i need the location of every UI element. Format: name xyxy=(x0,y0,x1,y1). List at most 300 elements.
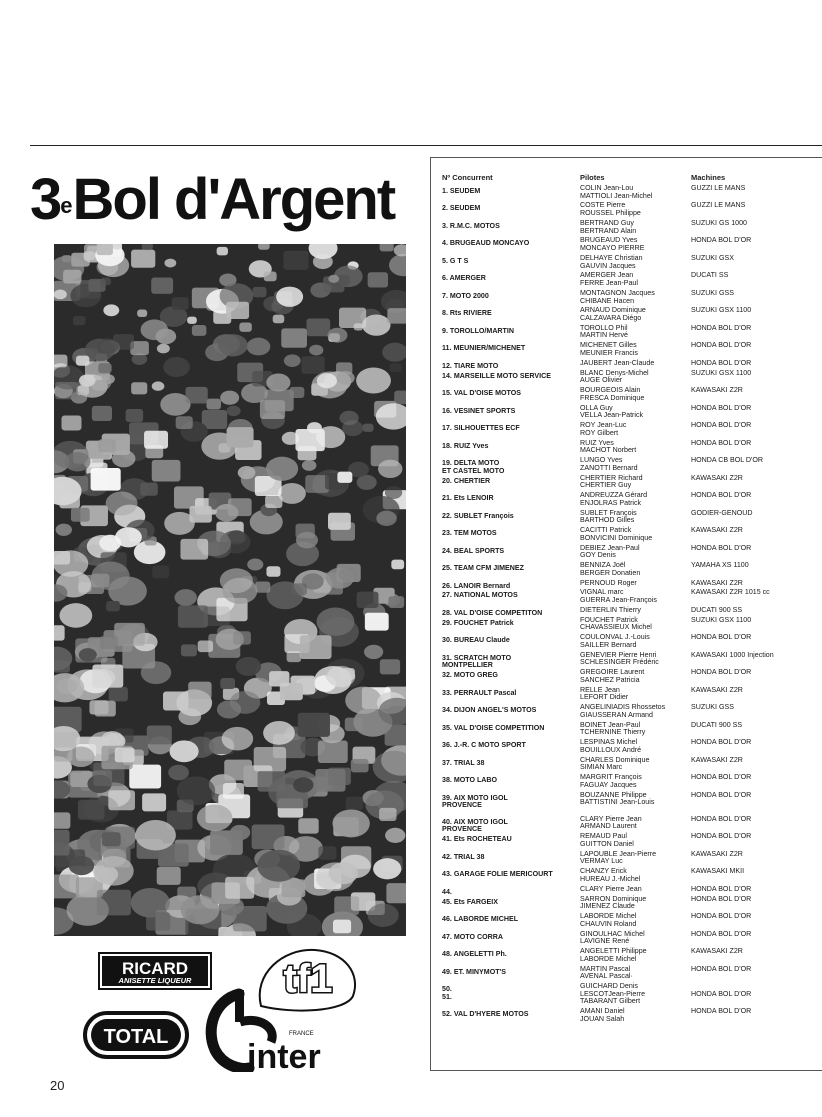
entry-row xyxy=(442,931,822,946)
entry-machine: HONDA BOL D'OR xyxy=(691,738,752,747)
crowd-shape xyxy=(318,741,348,763)
crowd-shape xyxy=(206,399,221,410)
entry-machine: HONDA BOL D'OR xyxy=(691,341,752,350)
entry-pilotes: AMANI Daniel JOUAN Salah xyxy=(580,1007,625,1023)
entry-row xyxy=(442,896,822,911)
entry-concurrent: 16. VESINET SPORTS xyxy=(442,406,516,415)
crowd-shape xyxy=(385,725,406,746)
crowd-shape xyxy=(332,809,369,837)
crowd-shape xyxy=(54,289,67,299)
crowd-shape xyxy=(264,272,277,282)
entry-row xyxy=(442,722,822,737)
crowd-shape xyxy=(298,713,330,737)
entry-pilotes: SARRON Dominique JIMENEZ Claude xyxy=(580,894,647,911)
entry-machine: HONDA BOL D'OR xyxy=(691,668,752,677)
entry-pilotes: DIETERLIN Thierry xyxy=(580,605,641,614)
crowd-shape xyxy=(266,566,280,577)
crowd-shape xyxy=(386,883,406,903)
crowd-shape xyxy=(266,373,290,391)
entry-pilotes: LABORDE Michel CHAUVIN Roland xyxy=(580,912,637,928)
entry-machine: SUZUKI GSS xyxy=(691,703,734,712)
crowd-shape xyxy=(175,589,197,606)
entry-row xyxy=(442,814,822,834)
france-inter-logo xyxy=(205,988,345,1072)
entry-pilotes: TOROLLO Phil MARTIN Hervé xyxy=(580,323,628,340)
entry-pilotes: VIGNAL marc GUERRA Jean-François xyxy=(580,588,657,605)
entry-row xyxy=(442,983,822,1006)
entry-concurrent: 18. RUIZ Yves xyxy=(442,441,489,450)
entry-pilotes: ROY Jean-Luc ROY Gilbert xyxy=(580,421,627,437)
crowd-shape xyxy=(338,567,357,581)
crowd-shape xyxy=(291,583,307,595)
crowd-shape xyxy=(164,259,176,268)
crowd-shape xyxy=(284,354,301,367)
entry-row xyxy=(442,290,822,305)
entry-row xyxy=(442,405,822,420)
entry-concurrent: 14. MARSEILLE MOTO SERVICE xyxy=(442,371,551,380)
entry-concurrent: 47. MOTO CORRA xyxy=(442,932,503,941)
entry-concurrent: 23. TEM MOTOS xyxy=(442,529,497,538)
crowd-shape xyxy=(227,427,254,447)
crowd-shape xyxy=(339,411,358,425)
crowd-shape xyxy=(220,568,253,593)
entry-machine: HONDA BOL D'OR xyxy=(691,421,752,430)
crowd-shape xyxy=(301,356,324,374)
ricard-logo xyxy=(98,952,212,990)
crowd-shape xyxy=(129,765,161,789)
entry-concurrent: 33. PERRAULT Pascal xyxy=(442,688,517,697)
entry-concurrent: 6. AMERGER xyxy=(442,274,486,283)
crowd-shape xyxy=(296,532,318,549)
entry-concurrent: 43. GARAGE FOLIE MERICOURT xyxy=(442,870,553,879)
entry-pilotes: BOURGEOIS Alain FRESCA Dominique xyxy=(580,386,645,402)
entry-machine: KAWASAKI Z2R xyxy=(691,578,743,587)
entry-row xyxy=(442,634,822,649)
entry-pilotes: BOUZANNE Philippe BATTISTINI Jean-Louis xyxy=(580,790,655,807)
entry-pilotes: MICHENET Gilles MEUNIER Francis xyxy=(580,341,638,357)
entry-concurrent: 48. ANGELETTI Ph. xyxy=(442,950,507,959)
crowd-shape xyxy=(373,858,401,879)
entry-row xyxy=(442,422,822,437)
entry-row xyxy=(442,342,822,357)
crowd-shape xyxy=(151,277,173,293)
crowd-shape xyxy=(254,747,286,771)
crowd-shape xyxy=(144,431,168,449)
entry-row xyxy=(442,370,822,385)
crowd-shape xyxy=(113,334,134,350)
entry-pilotes: CHERTIER Richard CHERTIER Guy xyxy=(580,473,643,490)
entry-pilotes: BENNIZA Joël BERGER Donatien xyxy=(580,561,641,577)
entry-concurrent: 22. SUBLET François xyxy=(442,511,514,520)
svg-text:inter: inter xyxy=(247,1038,321,1072)
crowd-shape xyxy=(327,328,347,343)
entry-concurrent: 29. FOUCHET Patrick xyxy=(442,618,514,627)
crowd-shape xyxy=(266,457,298,481)
entry-pilotes: DELHAYE Christian GAUVIN Jacques xyxy=(580,253,643,270)
crowd-shape xyxy=(197,804,233,831)
entry-machine: HONDA BOL D'OR xyxy=(691,929,752,938)
crowd-shape xyxy=(131,382,147,394)
entry-pilotes: GUICHARD Denis LESCOTJean-Pierre TABARANT Gilbert xyxy=(580,982,646,1006)
entry-pilotes: BLANC Denys-Michel AUGE Olivier xyxy=(580,368,649,385)
crowd-shape xyxy=(317,373,337,388)
crowd-shape xyxy=(328,513,351,530)
entry-concurrent: 27. NATIONAL MOTOS xyxy=(442,591,518,600)
header-concurrent: Nº Concurrent xyxy=(442,173,493,182)
crowd-shape xyxy=(152,565,169,578)
entry-machine: KAWASAKI Z2R xyxy=(691,947,743,956)
crowd-shape xyxy=(247,338,271,356)
entry-row xyxy=(442,948,822,963)
entry-concurrent: 39. AIX MOTO IGOL PROVENCE xyxy=(442,793,508,810)
crowd-shape xyxy=(309,345,323,356)
svg-text:RICARD: RICARD xyxy=(121,959,189,978)
crowd-shape xyxy=(61,415,81,430)
entry-concurrent: 36. J.-R. C MOTO SPORT xyxy=(442,741,526,750)
entry-concurrent: 42. TRIAL 38 xyxy=(442,852,485,861)
crowd-shape xyxy=(147,726,172,745)
crowd-shape xyxy=(181,895,220,924)
crowd-shape xyxy=(278,483,306,504)
crowd-shape xyxy=(172,297,189,310)
entry-machine: KAWASAKI Z2R xyxy=(691,473,743,482)
crowd-shape xyxy=(180,539,208,560)
entry-concurrent: 32. MOTO GREG xyxy=(442,671,498,680)
crowd-shape xyxy=(376,511,397,526)
entry-machine: KAWASAKI Z2R 1015 cc xyxy=(691,588,770,597)
entry-concurrent: 21. Ets LENOIR xyxy=(442,494,494,503)
crowd-shape xyxy=(365,613,389,631)
entry-row xyxy=(442,387,822,402)
crowd-shape xyxy=(71,508,90,522)
entry-pilotes: BRUGEAUD Yves MONCAYO PIERRE xyxy=(580,236,645,253)
entry-row xyxy=(442,580,822,588)
crowd-shape xyxy=(169,740,198,762)
entry-pilotes: CLARY Pierre Jean ARMAND Laurent xyxy=(580,814,642,831)
entry-pilotes: REMAUD Paul GUITTON Daniel xyxy=(580,832,634,848)
entry-machine: HONDA BOL D'OR xyxy=(691,773,752,782)
entry-machine: HONDA BOL D'OR xyxy=(691,323,752,332)
entry-row xyxy=(442,851,822,866)
entry-row xyxy=(442,440,822,455)
entry-row xyxy=(442,1008,822,1023)
crowd-shape xyxy=(379,808,396,821)
crowd-shape xyxy=(368,272,388,287)
entry-row xyxy=(442,562,822,577)
crowd-shape xyxy=(293,777,313,792)
crowd-shape xyxy=(189,506,211,523)
crowd-shape xyxy=(363,424,374,432)
crowd-shape xyxy=(59,603,92,628)
crowd-shape xyxy=(252,825,285,850)
entry-concurrent: 44. xyxy=(442,887,452,896)
entry-row xyxy=(442,272,822,287)
entry-machine: HONDA BOL D'OR xyxy=(691,491,752,500)
crowd-shape xyxy=(54,551,70,564)
crowd-shape xyxy=(282,879,306,897)
crowd-shape xyxy=(101,731,124,748)
entry-machine: HONDA BOL D'OR xyxy=(691,403,752,412)
entry-concurrent: 12. TIARE MOTO xyxy=(442,361,499,370)
entry-machine: KAWASAKI MKII xyxy=(691,867,745,876)
crowd-shape xyxy=(289,387,304,398)
entry-row xyxy=(442,545,822,560)
entry-machine: HONDA BOL D'OR xyxy=(691,358,752,367)
entry-machine: HONDA BOL D'OR xyxy=(691,989,752,998)
top-rule xyxy=(30,145,822,146)
crowd-shape xyxy=(247,558,263,570)
crowd-shape xyxy=(317,608,355,636)
entry-row xyxy=(442,325,822,340)
crowd-shape xyxy=(217,247,228,256)
entry-concurrent: 30. BUREAU Claude xyxy=(442,636,510,645)
crowd-shape xyxy=(181,644,197,656)
entry-pilotes: DEBIEZ Jean-Paul GOY Denis xyxy=(580,543,640,560)
crowd-shape xyxy=(222,727,254,751)
crowd-shape xyxy=(115,527,142,547)
entry-machine: GUZZI LE MANS xyxy=(691,184,746,192)
crowd-shape xyxy=(106,601,120,611)
crowd-shape xyxy=(253,287,267,297)
crowd-shape xyxy=(76,356,89,366)
crowd-shape xyxy=(368,904,399,927)
crowd-shape xyxy=(157,344,170,354)
crowd-shape xyxy=(69,856,95,875)
crowd-shape xyxy=(357,592,379,608)
crowd-shape xyxy=(339,668,355,680)
entry-pilotes: FOUCHET Patrick CHAVASSIEUX Michel xyxy=(580,615,652,632)
crowd-shape xyxy=(94,856,133,886)
entry-machine: HONDA BOL D'OR xyxy=(691,633,752,642)
entry-row xyxy=(442,966,822,981)
crowd-shape xyxy=(228,498,252,516)
entry-pilotes: COLIN Jean-Lou MATTIOLI Jean-Michel xyxy=(580,184,653,200)
crowd-shape xyxy=(137,309,147,317)
entry-machine: HONDA BOL D'OR xyxy=(691,912,752,921)
entry-concurrent: 49. ET. MINYMOT'S xyxy=(442,967,506,976)
entry-pilotes: AMERGER Jean FERRE Jean-Paul xyxy=(580,271,638,288)
entry-concurrent: 20. CHERTIER xyxy=(442,476,491,485)
entry-row xyxy=(442,185,822,200)
entry-pilotes: MONTAGNON Jacques CHIBANE Hacen xyxy=(580,288,655,305)
crowd-shape xyxy=(178,605,208,627)
entry-machine: DUCATI 900 SS xyxy=(691,720,743,729)
crowd-shape xyxy=(281,328,307,347)
crowd-shape xyxy=(79,648,97,662)
entry-row xyxy=(442,202,822,217)
crowd-shape xyxy=(328,768,351,785)
crowd-shape xyxy=(230,691,261,714)
entry-pilotes: BOINET Jean-Paul TCHERNINE Thierry xyxy=(580,720,646,737)
crowd-shape xyxy=(78,800,104,820)
entry-row xyxy=(442,589,822,604)
entry-machine: HONDA BOL D'OR xyxy=(691,884,752,893)
crowd-shape xyxy=(163,357,190,377)
crowd-shape xyxy=(73,316,86,325)
entry-row xyxy=(442,774,822,789)
entry-row xyxy=(442,757,822,772)
entry-pilotes: CHARLES Dominique SIMIAN Marc xyxy=(580,755,650,772)
entry-concurrent: 3. R.M.C. MOTOS xyxy=(442,221,500,230)
svg-text:FRANCE: FRANCE xyxy=(289,1031,314,1037)
entry-concurrent: 8. Rts RIVIERE xyxy=(442,309,492,318)
entry-concurrent: 26. LANOIR Bernard xyxy=(442,581,511,590)
crowd-shape xyxy=(337,472,352,483)
entry-pilotes: ANGELINIADIS Rhossetos GIAUSSERAN Armand xyxy=(580,703,666,719)
crowd-shape xyxy=(380,244,394,251)
crowd-shape xyxy=(100,636,118,649)
entry-row xyxy=(442,833,822,848)
entry-pilotes: CACITTI Patrick BONVICINI Dominique xyxy=(580,526,653,542)
crowd-shape xyxy=(263,721,295,745)
entry-pilotes: GINOULHAC Michel LAVIGNE René xyxy=(580,929,645,946)
crowd-shape xyxy=(188,682,211,699)
entry-row xyxy=(442,237,822,252)
entry-machine: SUZUKI GSX 1100 xyxy=(691,615,752,624)
entry-concurrent: 2. SEUDEM xyxy=(442,204,481,213)
entry-machine: SUZUKI GS 1000 xyxy=(691,218,747,227)
entry-machine: KAWASAKI Z2R xyxy=(691,386,743,395)
entry-machine: YAMAHA XS 1100 xyxy=(691,561,749,570)
entry-pilotes: PERNOUD Roger xyxy=(580,578,637,587)
crowd-shape xyxy=(333,920,351,934)
crowd-shape xyxy=(79,374,96,386)
crowd-shape xyxy=(318,846,336,860)
header-pilotes: Pilotes xyxy=(580,173,605,182)
crowd-shape xyxy=(339,308,366,328)
entry-concurrent: 38. MOTO LABO xyxy=(442,776,498,785)
crowd-shape xyxy=(265,390,294,412)
entry-row xyxy=(442,669,822,684)
crowd-shape xyxy=(109,687,128,701)
crowd-shape xyxy=(192,325,207,336)
crowd-shape xyxy=(62,255,72,262)
crowd-shape xyxy=(152,381,165,390)
crowd-shape xyxy=(306,318,330,336)
crowd-shape xyxy=(54,812,70,828)
entry-concurrent: 41. Ets ROCHETEAU xyxy=(442,835,512,844)
crowd-shape xyxy=(364,645,383,659)
entry-row xyxy=(442,527,822,542)
crowd-shape xyxy=(54,625,65,640)
entry-row xyxy=(442,913,822,928)
entry-concurrent: 11. MEUNIER/MICHENET xyxy=(442,344,526,353)
crowd-shape xyxy=(174,486,204,508)
entry-machine: KAWASAKI Z2R xyxy=(691,685,743,694)
svg-text:tf1: tf1 xyxy=(283,957,333,1001)
crowd-shape xyxy=(276,287,303,307)
crowd-shape xyxy=(108,790,135,810)
crowd-shape xyxy=(152,460,181,482)
crowd-shape xyxy=(385,486,402,499)
entry-row xyxy=(442,687,822,702)
entry-row xyxy=(442,492,822,507)
crowd-shape xyxy=(92,562,130,591)
entry-concurrent: 34. DIJON ANGEL'S MOTOS xyxy=(442,706,537,715)
entry-row xyxy=(442,790,822,810)
crowd-shape xyxy=(198,640,213,652)
crowd-shape xyxy=(97,890,131,916)
crowd-shape xyxy=(239,323,251,332)
crowd-shape xyxy=(92,406,112,421)
crowd-shape xyxy=(391,560,404,570)
svg-text:TOTAL: TOTAL xyxy=(103,1026,169,1048)
crowd-shape xyxy=(185,387,207,404)
entry-machine: GODIER-GENOUD xyxy=(691,508,753,517)
crowd-shape xyxy=(295,429,324,451)
entry-pilotes: MARGRIT François FAGUAY Jacques xyxy=(580,773,642,789)
crowd-shape xyxy=(223,783,244,799)
crowd-shape xyxy=(91,468,121,491)
crowd-shape xyxy=(387,308,406,324)
crowd-shape xyxy=(258,244,270,250)
crowd-shape xyxy=(142,244,153,250)
entry-concurrent: 45. Ets FARGEIX xyxy=(442,897,498,906)
entry-row xyxy=(442,739,822,754)
entry-pilotes: GENEVIER Pierre Henri SCHLESINGER Frédéric xyxy=(580,650,659,667)
crowd-shape xyxy=(187,317,197,324)
entry-row xyxy=(442,220,822,235)
crowd-shape xyxy=(54,875,79,899)
crowd-shape xyxy=(346,797,363,810)
entry-concurrent: 50. 51. xyxy=(442,985,452,1001)
crowd-shape xyxy=(257,850,300,882)
crowd-shape xyxy=(54,830,70,856)
crowd-shape xyxy=(92,665,123,688)
entry-pilotes: LUNGO Yves ZANOTTI Bernard xyxy=(580,456,638,472)
entry-machine: DUCATI SS xyxy=(691,271,729,280)
crowd-shape xyxy=(236,657,261,676)
entry-concurrent: 46. LABORDE MICHEL xyxy=(442,915,519,924)
crowd-shape xyxy=(302,460,317,471)
entry-pilotes: RUIZ Yves MACHOT Norbert xyxy=(580,438,637,455)
entry-concurrent: 28. VAL D'OISE COMPETITON xyxy=(442,608,543,617)
entry-machine: HONDA CB BOL D'OR xyxy=(691,456,764,465)
entry-machine: HONDA BOL D'OR xyxy=(691,814,752,823)
crowd-shape xyxy=(56,524,72,536)
crowd-shape xyxy=(345,687,382,714)
entry-concurrent: 25. TEAM CFM JIMENEZ xyxy=(442,564,524,573)
entry-machine: KAWASAKI Z2R xyxy=(691,526,743,535)
crowd-photo xyxy=(54,244,406,936)
crowd-shape xyxy=(115,747,135,762)
entry-row xyxy=(442,704,822,719)
entry-machine: SUZUKI GSS xyxy=(691,288,734,297)
entry-pilotes: CHANZY Erick HUREAU J.-Michel xyxy=(580,867,641,883)
entry-machine: HONDA BOL D'OR xyxy=(691,543,752,552)
entry-pilotes: MARTIN Pascal AVENAL Pascal· xyxy=(580,964,633,981)
entry-machine: KAWASAKI Z2R xyxy=(691,755,743,764)
entry-concurrent: 4. BRUGEAUD MONCAYO xyxy=(442,239,530,248)
crowd-shape xyxy=(233,631,251,644)
entry-machine: GUZZI LE MANS xyxy=(691,201,746,210)
crowd-shape xyxy=(273,315,285,324)
entry-pilotes: ANGELETTI Philippe LABORDE Michel xyxy=(580,947,647,963)
crowd-shape xyxy=(300,635,332,659)
crowd-shape xyxy=(230,825,250,840)
entry-row xyxy=(442,255,822,270)
entry-machine: HONDA BOL D'OR xyxy=(691,832,752,841)
entry-pilotes: LAPOUBLE Jean-Pierre VERMAY Luc xyxy=(580,849,657,866)
crowd-shape xyxy=(131,250,155,268)
entry-machine: KAWASAKI Z2R xyxy=(691,849,743,858)
entry-machine: HONDA BOL D'OR xyxy=(691,790,752,799)
entry-machine: KAWASAKI 1000 Injection xyxy=(691,650,774,659)
entry-pilotes: COSTE Pierre ROUSSEL Philippe xyxy=(580,201,641,218)
crowd-shape xyxy=(225,877,254,899)
entry-row xyxy=(442,607,822,615)
crowd-shape xyxy=(98,363,111,373)
